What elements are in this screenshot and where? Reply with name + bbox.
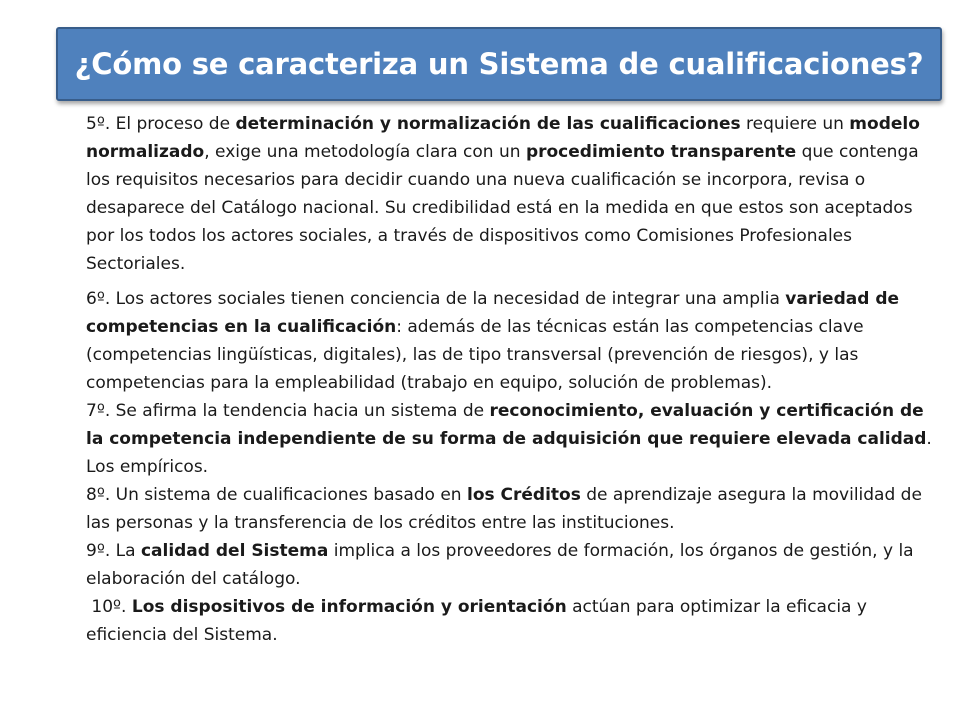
paragraph-5-text-4: que contenga los requisitos necesarios para decidir cuando una nueva cualificación se incorpora, revisa o desaparece del Catálogo nacional. Su credibilidad está en la medida en que estos son aceptados por los todos los actores sociales, a través de dispositivos como Comisiones Profesionales Sectoriales. (86, 142, 919, 274)
paragraph-8 (86, 481, 944, 537)
slide-body (86, 110, 944, 649)
paragraph-10-text-1: 10º. (86, 597, 132, 617)
paragraph-10-bold-1: Los dispositivos de información y orientación (131, 597, 567, 617)
paragraph-9 (86, 537, 944, 593)
title-banner (56, 27, 942, 101)
paragraph-5-text-1: 5º. El proceso de (86, 114, 236, 134)
paragraph-6-text-2: : además de las técnicas están las competencias clave (competencias lingüísticas, digitales), las de tipo transversal (prevención de riesgos), y las competencias para la empleabilidad (trabajo en equipo, solución de problemas). (86, 317, 864, 393)
paragraph-7-bold-1: reconocimiento, evaluación y certificación de la competencia independiente de su forma de adquisición que requiere elevada calidad (86, 401, 927, 449)
paragraph-10-text-2: actúan para optimizar la eficacia y eficiencia del Sistema. (86, 597, 867, 645)
paragraph-10 (86, 593, 944, 649)
paragraph-5-bold-3: procedimiento transparente (525, 142, 797, 162)
slide-title: ¿Cómo se caracteriza un Sistema de cualificaciones? (74, 47, 924, 81)
paragraph-6 (86, 285, 944, 397)
paragraph-5-text-3: , exige una metodología clara con un (204, 142, 526, 162)
paragraph-6-bold-1: variedad de competencias en la cualificación (86, 289, 900, 337)
paragraph-5-bold-1: determinación y normalización de las cualificaciones (235, 114, 741, 134)
paragraph-8-bold-1: los Créditos (467, 485, 581, 505)
paragraph-8-text-1: 8º. Un sistema de cualificaciones basado en (86, 485, 467, 505)
paragraph-7-text-1: 7º. Se afirma la tendencia hacia un sistema de (86, 401, 490, 421)
paragraph-6-text-1: 6º. Los actores sociales tienen conciencia de la necesidad de integrar una amplia (86, 289, 786, 309)
paragraph-5 (86, 110, 944, 278)
paragraph-8-text-2: de aprendizaje asegura la movilidad de las personas y la transferencia de los créditos entre las instituciones. (86, 485, 922, 533)
paragraph-5-bold-2: modelo normalizado (86, 114, 920, 162)
paragraph-7-text-2: . Los empíricos. (86, 429, 932, 477)
paragraph-9-text-2: implica a los proveedores de formación, los órganos de gestión, y la elaboración del catálogo. (86, 541, 914, 589)
paragraph-7 (86, 397, 944, 481)
paragraph-5-text-2: requiere un (740, 114, 850, 134)
paragraph-9-bold-1: calidad del Sistema (140, 541, 329, 561)
paragraph-9-text-1: 9º. La (86, 541, 141, 561)
